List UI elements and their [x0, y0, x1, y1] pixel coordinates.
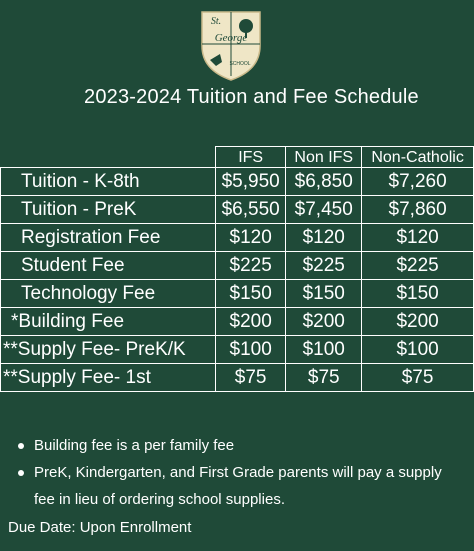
- table-row: [1, 168, 474, 196]
- note-text: Building fee is a per family fee: [34, 437, 235, 454]
- cell-non-ifs: $75: [286, 364, 362, 392]
- cell-ifs: $100: [216, 336, 286, 364]
- cell-non-ifs: $6,850: [286, 168, 362, 196]
- cell-ifs: $150: [216, 280, 286, 308]
- cell-ifs: $225: [216, 252, 286, 280]
- cell-non-ifs: $120: [286, 224, 362, 252]
- due-date: Due Date: Upon Enrollment: [8, 519, 192, 536]
- cell-ifs: $120: [216, 224, 286, 252]
- row-label: **Supply Fee- PreK/K: [1, 336, 216, 364]
- crest-text-school: SCHOOL: [229, 61, 251, 67]
- table-row: [1, 336, 474, 364]
- cell-non-catholic: $150: [362, 280, 474, 308]
- fee-table: [0, 146, 474, 392]
- bullet-icon: [18, 470, 24, 476]
- row-label: **Supply Fee- 1st: [1, 364, 216, 392]
- cell-ifs: $75: [216, 364, 286, 392]
- table-row: [1, 196, 474, 224]
- cell-non-ifs: $150: [286, 280, 362, 308]
- table-row: [1, 280, 474, 308]
- cell-non-catholic: $200: [362, 308, 474, 336]
- cell-non-catholic: $225: [362, 252, 474, 280]
- crest-text-george: George: [214, 32, 248, 44]
- cell-non-ifs: $7,450: [286, 196, 362, 224]
- row-label: Tuition - K-8th: [1, 168, 216, 196]
- row-label: Registration Fee: [1, 224, 216, 252]
- list-item: [14, 459, 466, 513]
- cell-non-catholic: $7,260: [362, 168, 474, 196]
- cell-ifs: $200: [216, 308, 286, 336]
- fee-table-header-row: [1, 147, 474, 168]
- cell-ifs: $5,950: [216, 168, 286, 196]
- cell-non-ifs: $200: [286, 308, 362, 336]
- header-non-ifs: Non IFS: [286, 147, 362, 168]
- header-empty-cell: [1, 147, 216, 168]
- cell-non-catholic: $75: [362, 364, 474, 392]
- header-ifs: IFS: [216, 147, 286, 168]
- list-item: [14, 432, 466, 459]
- cell-non-catholic: $120: [362, 224, 474, 252]
- table-row: [1, 308, 474, 336]
- notes-list: [14, 432, 466, 513]
- row-label: Tuition - PreK: [1, 196, 216, 224]
- cell-non-catholic: $100: [362, 336, 474, 364]
- cell-ifs: $6,550: [216, 196, 286, 224]
- table-row: [1, 364, 474, 392]
- page-title: 2023-2024 Tuition and Fee Schedule: [84, 86, 419, 108]
- crest-text-st: St.: [210, 16, 222, 27]
- row-label: Student Fee: [1, 252, 216, 280]
- bullet-icon: [18, 443, 24, 449]
- header-non-catholic: Non-Catholic: [362, 147, 474, 168]
- cell-non-ifs: $100: [286, 336, 362, 364]
- row-label: *Building Fee: [1, 308, 216, 336]
- school-crest-logo: [200, 10, 262, 82]
- table-row: [1, 224, 474, 252]
- note-text: PreK, Kindergarten, and First Grade parents will pay a supply fee in lieu of ordering school supplies.: [34, 464, 442, 508]
- table-row: [1, 252, 474, 280]
- cell-non-ifs: $225: [286, 252, 362, 280]
- row-label: Technology Fee: [1, 280, 216, 308]
- cell-non-catholic: $7,860: [362, 196, 474, 224]
